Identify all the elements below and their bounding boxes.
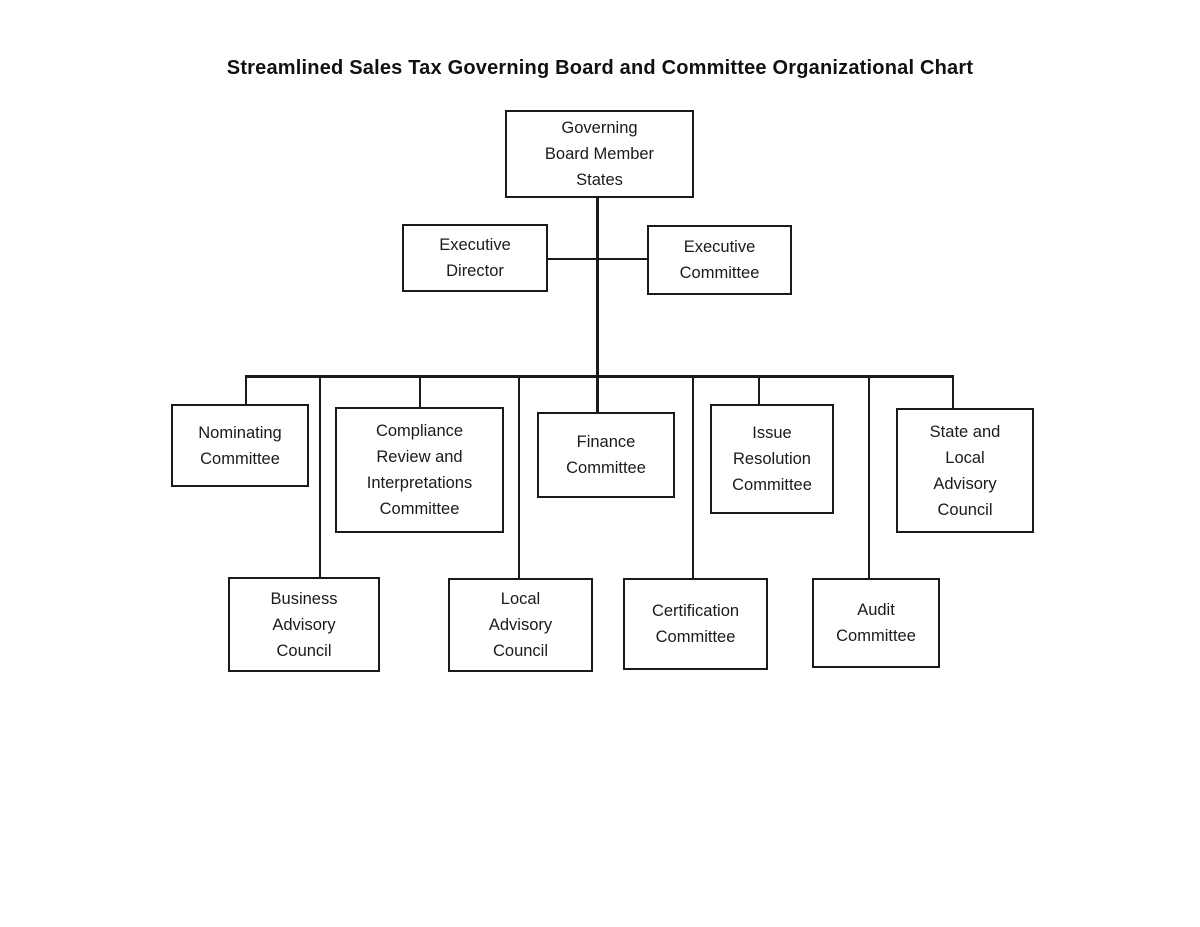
node-audit-committee bbox=[812, 578, 940, 668]
node-executive-committee bbox=[647, 225, 792, 295]
node-label-line: State and bbox=[929, 422, 1001, 441]
node-state-local-advisory-council bbox=[896, 408, 1034, 533]
node-label-line: Director bbox=[446, 262, 504, 280]
node-label-line: Local bbox=[500, 590, 541, 608]
connector-drop-audit bbox=[868, 375, 870, 578]
node-label-line: States bbox=[576, 171, 623, 189]
node-label-line: Interpretations bbox=[366, 474, 473, 492]
node-label-line: Local bbox=[945, 448, 985, 467]
node-label-line: Nominating bbox=[198, 423, 282, 442]
connector-drop-state-local bbox=[952, 375, 954, 408]
node-label-line: Resolution bbox=[733, 450, 811, 468]
node-label-line: Advisory bbox=[488, 616, 553, 634]
node-certification-committee bbox=[623, 578, 768, 670]
node-label-line: Committee bbox=[379, 500, 460, 518]
node-label-line: Committee bbox=[200, 449, 280, 468]
connector-drop-nominating bbox=[245, 375, 247, 404]
node-label-line: Certification bbox=[651, 602, 740, 620]
node-nominating-committee bbox=[171, 404, 309, 487]
connector-rail bbox=[245, 375, 954, 378]
node-label-line: Issue bbox=[752, 424, 792, 442]
connector-drop-local-advisory bbox=[518, 375, 520, 578]
node-governing-board bbox=[505, 110, 694, 198]
connector-drop-certification bbox=[692, 375, 694, 578]
node-label-line: Advisory bbox=[933, 474, 997, 493]
connector-drop-compliance bbox=[419, 375, 421, 407]
node-label-line: Review and bbox=[376, 448, 463, 466]
node-finance-committee bbox=[537, 412, 675, 498]
node-compliance-review-committee bbox=[335, 407, 504, 533]
connector-drop-business-advisory bbox=[319, 375, 321, 577]
node-label-line: Committee bbox=[679, 264, 760, 282]
node-label-line: Governing bbox=[561, 119, 638, 137]
node-label-line: Council bbox=[276, 641, 332, 660]
node-label-line: Finance bbox=[576, 433, 636, 451]
node-label-line: Committee bbox=[566, 459, 646, 477]
node-label-line: Compliance bbox=[375, 422, 464, 440]
node-label-line: Committee bbox=[836, 627, 916, 645]
node-label-line: Committee bbox=[732, 476, 812, 494]
node-label-line: Business bbox=[270, 589, 338, 608]
node-executive-director bbox=[402, 224, 548, 292]
connector-drop-issue-resolution bbox=[758, 375, 760, 404]
node-label-line: Board Member bbox=[544, 145, 655, 163]
node-label-line: Council bbox=[937, 500, 993, 519]
node-label-line: Audit bbox=[857, 601, 895, 619]
node-business-advisory-council bbox=[228, 577, 380, 672]
connector-trunk bbox=[596, 198, 599, 413]
connector-executive bbox=[548, 258, 647, 260]
node-label-line: Advisory bbox=[272, 615, 336, 634]
node-label-line: Council bbox=[492, 642, 549, 660]
node-label-line: Executive bbox=[439, 236, 511, 254]
chart-title: Streamlined Sales Tax Governing Board and Committee Organizational Chart bbox=[226, 57, 974, 79]
node-label-line: Committee bbox=[655, 628, 736, 646]
node-issue-resolution-committee bbox=[710, 404, 834, 514]
node-local-advisory-council bbox=[448, 578, 593, 672]
node-label-line: Executive bbox=[683, 238, 756, 256]
